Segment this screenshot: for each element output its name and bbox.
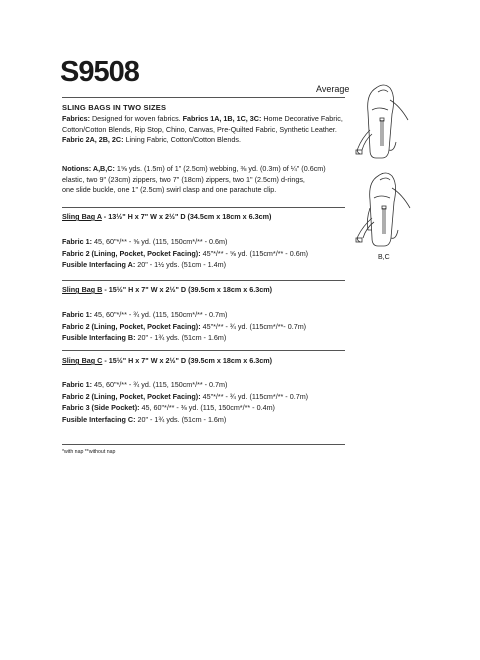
size-label: Average	[316, 84, 350, 94]
bag-a-row: Fabric 1: 45, 60"*/** - ⅝ yd. (115, 150cm*/** - 0.6m)	[62, 237, 228, 246]
page-title: SLING BAGS IN TWO SIZES	[62, 103, 167, 112]
sling-bag-a-icon	[348, 80, 428, 170]
bag-b-row: Fabric 1: 45, 60"*/** - ¾ yd. (115, 150cm*/** - 0.7m)	[62, 310, 228, 319]
bag-b-row: Fusible Interfacing B: 20" - 1¾ yds. (51cm - 1.6m)	[62, 333, 227, 342]
bag-b-heading: Sling Bag B - 15½" H x 7" W x 2½" D (39.5cm x 18cm x 6.3cm)	[62, 285, 272, 294]
illustration-label-bc: B,C	[378, 254, 390, 261]
bag-b-row: Fabric 2 (Lining, Pocket, Pocket Facing): 45"*/** - ¾ yd. (115cm*/**- 0.7m)	[62, 321, 307, 331]
bag-a-row: Fabric 2 (Lining, Pocket, Pocket Facing): 45"*/** - ⅝ yd. (115cm*/** - 0.6m)	[62, 248, 309, 258]
divider	[62, 444, 345, 445]
divider	[62, 350, 345, 351]
notions-line-1: Notions: A,B,C: 1⅝ yds. (1.5m) of 1" (2.5cm) webbing, ⅜ yd. (0.3m) of ¼" (0.6cm)	[62, 164, 326, 173]
footnote: *with nap **without nap	[62, 449, 116, 455]
sling-bag-bc-icon	[348, 168, 428, 258]
bag-c-heading: Sling Bag C - 15½" H x 7" W x 2½" D (39.5cm x 18cm x 6.3cm)	[62, 356, 272, 365]
bag-c-row: Fabric 2 (Lining, Pocket, Pocket Facing): 45"*/** - ¾ yd. (115cm*/** - 0.7m)	[62, 391, 309, 401]
divider	[62, 207, 345, 208]
bag-c-row: Fabric 1: 45, 60"*/** - ¾ yd. (115, 150cm*/** - 0.7m)	[62, 380, 228, 389]
divider	[62, 280, 345, 281]
notions-line-2: elastic, two 9" (23cm) zippers, two 7" (18cm) zippers, two 1" (2.5cm) d-rings,	[62, 174, 305, 184]
fabrics-line-1: Fabrics: Designed for woven fabrics. Fabrics 1A, 1B, 1C, 3C: Home Decorative Fabric,	[62, 114, 343, 123]
divider	[62, 97, 345, 98]
fabrics-line-2: Cotton/Cotton Blends, Rip Stop, Chino, Canvas, Pre-Quilted Fabric, Synthetic Leather.	[62, 124, 337, 134]
fabrics-line-3: Fabric 2A, 2B, 2C: Lining Fabric, Cotton/Cotton Blends.	[62, 135, 241, 144]
pattern-number: S9508	[60, 56, 139, 88]
bag-c-row: Fabric 3 (Side Pocket): 45, 60"*/** - ⅜ yd. (115, 150cm*/** - 0.4m)	[62, 403, 275, 412]
notions-line-3: one slide buckle, one 1" (2.5cm) swirl clasp and one parachute clip.	[62, 185, 277, 194]
bag-a-heading: Sling Bag A - 13½" H x 7" W x 2½" D (34.5cm x 18cm x 6.3cm)	[62, 212, 272, 221]
bag-c-row: Fusible Interfacing C: 20" - 1¾ yds. (51cm - 1.6m)	[62, 414, 227, 424]
bag-a-row: Fusible Interfacing A: 20" - 1½ yds. (51cm - 1.4m)	[62, 260, 227, 269]
